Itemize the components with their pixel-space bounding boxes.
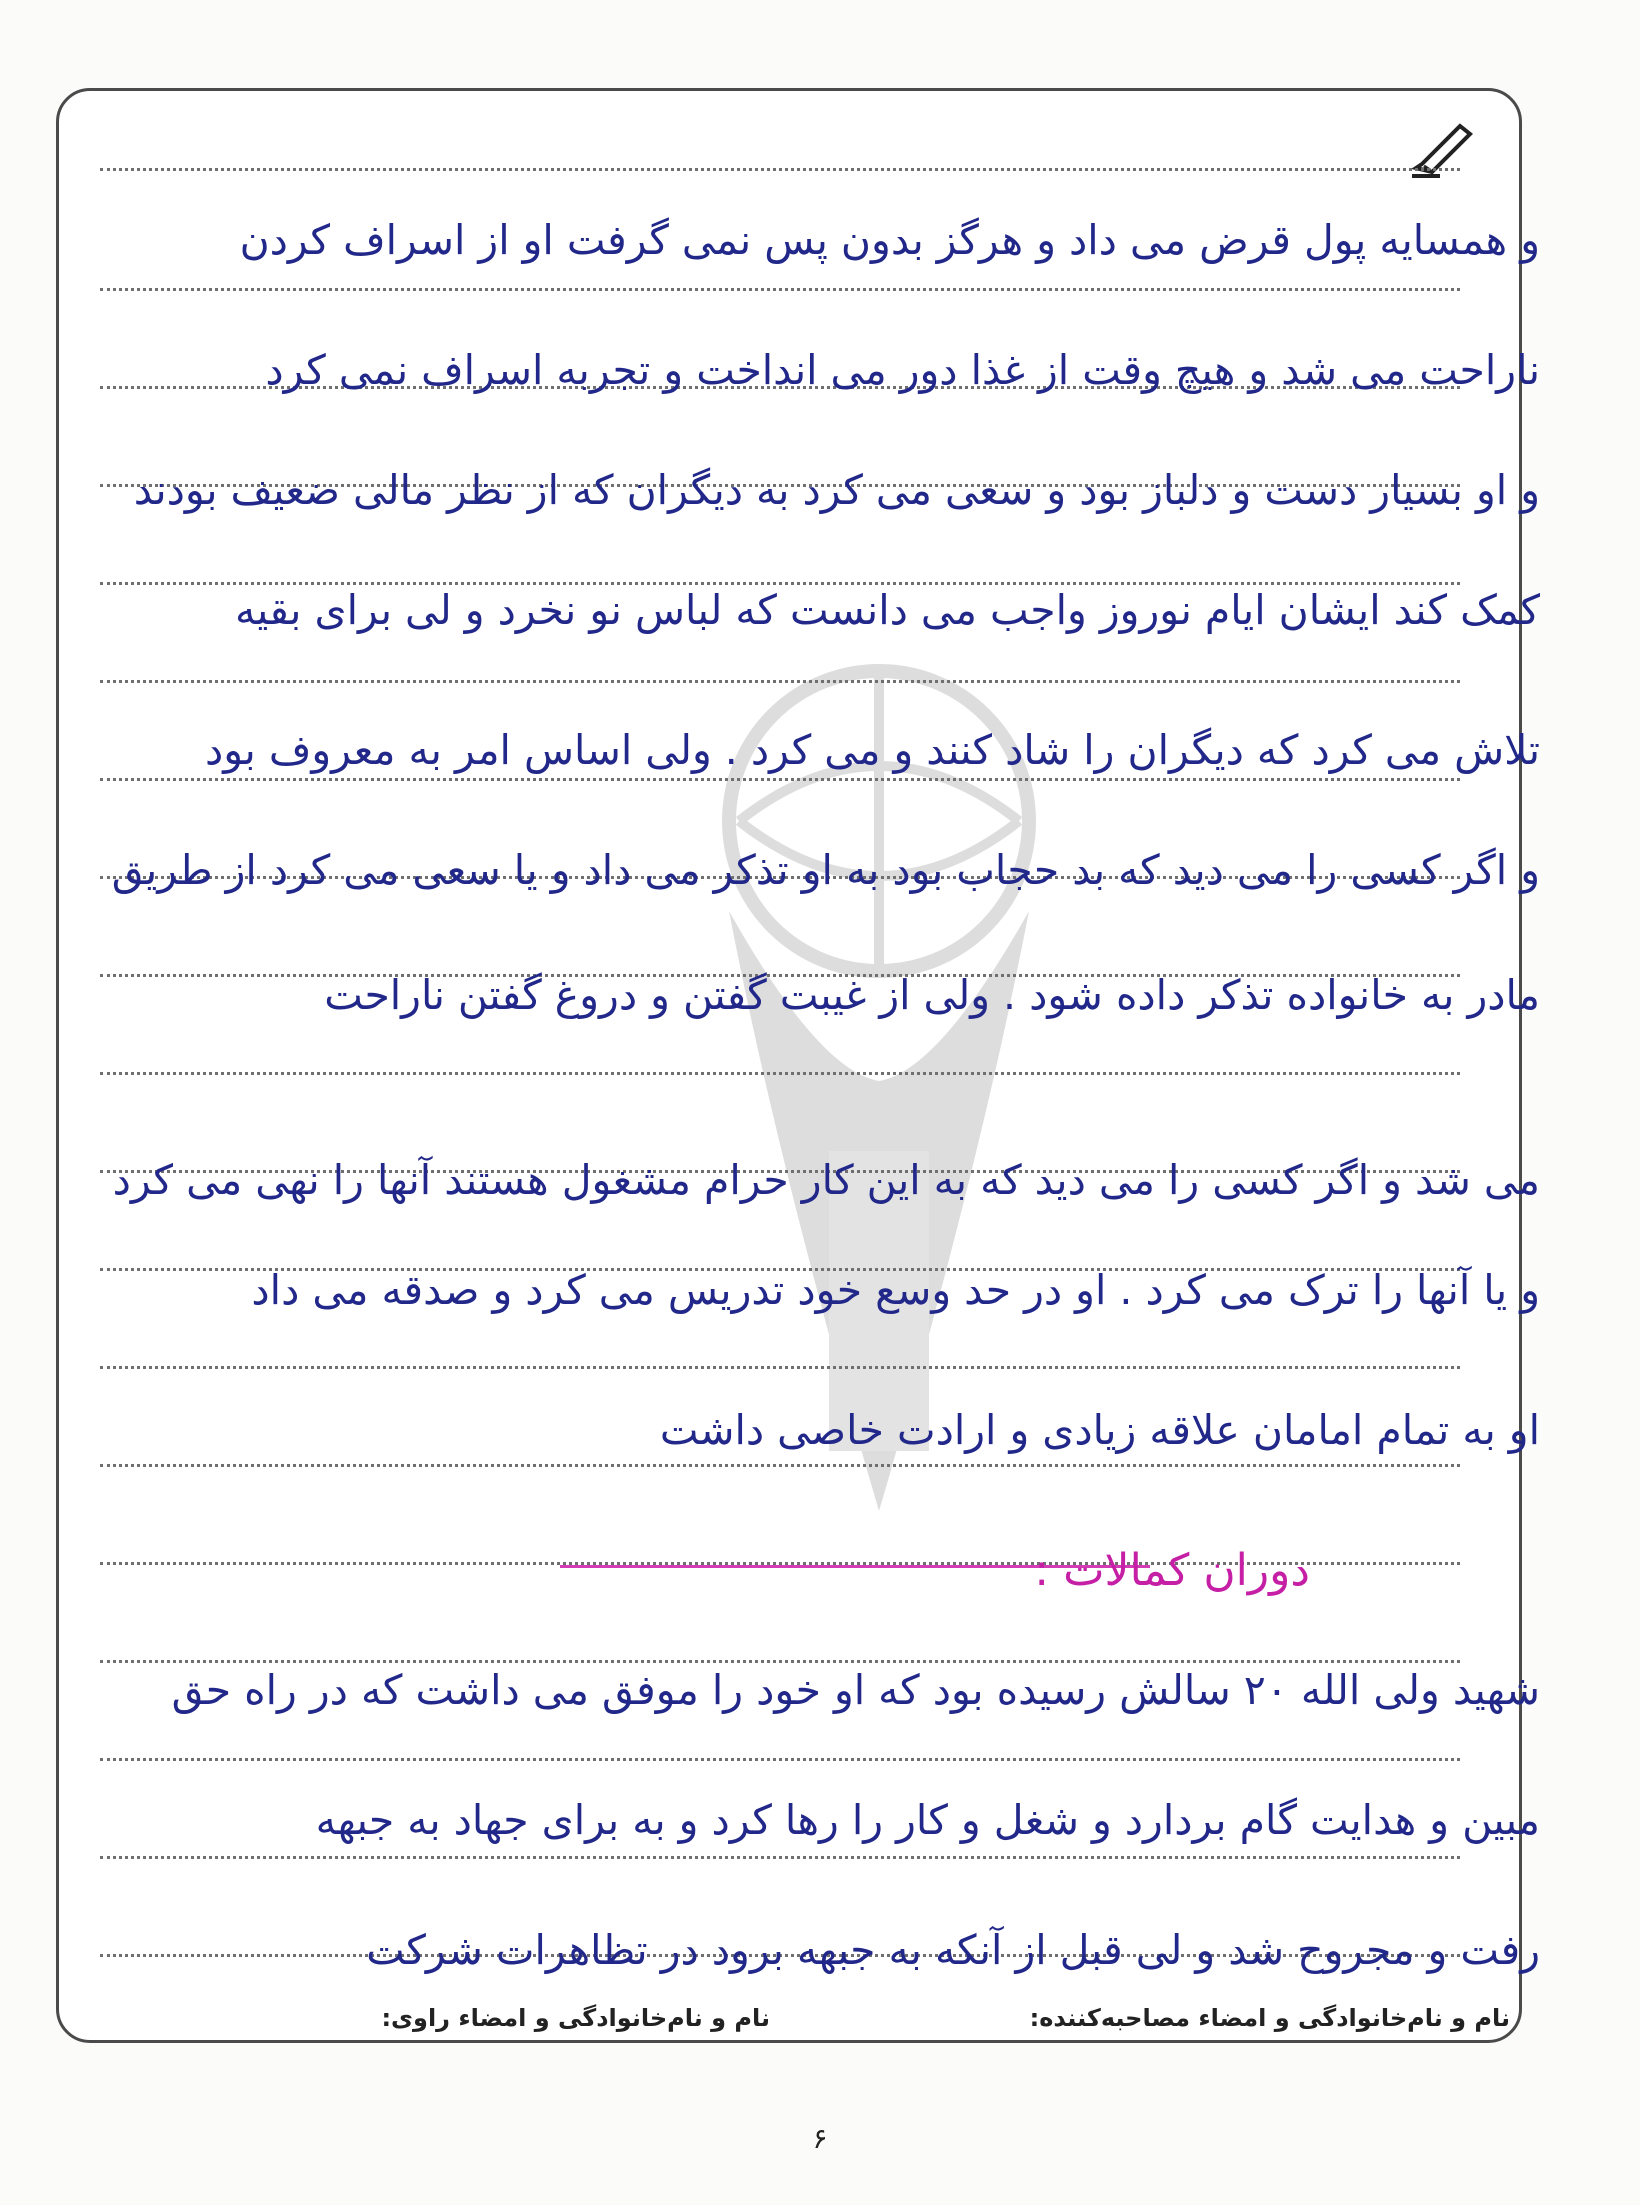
handwritten-line: مادر به خانواده تذکر داده شود . ولی از غیبت گفتن و دروغ گفتن ناراحت — [324, 971, 1540, 1019]
handwritten-line: و همسایه پول قرض می داد و هرگز بدون پس نمی گرفت او از اسراف کردن — [239, 216, 1540, 264]
page-number: ۶ — [812, 2122, 828, 2155]
handwritten-line: و او بسیار دست و دلباز بود و سعی می کرد به دیگران که از نظر مالی ضعیف بودند — [133, 466, 1540, 514]
handwritten-line: مبین و هدایت گام بردارد و شغل و کار را رها کرد و به برای جهاد به جبهه — [315, 1796, 1540, 1844]
ruled-line — [100, 778, 1460, 781]
ruled-line — [100, 1072, 1460, 1075]
ruled-line — [100, 582, 1460, 585]
handwritten-line: او به تمام امامان علاقه زیادی و ارادت خاصی داشت — [659, 1406, 1540, 1454]
ruled-line — [100, 288, 1460, 291]
handwritten-line: کمک کند ایشان ایام نوروز واجب می دانست که لباس نو نخرد و لی برای بقیه — [234, 586, 1540, 634]
handwritten-line: و اگر کسی را می دید که بد حجاب بود به او تذکر می داد و یا سعی می کرد از طریق — [111, 846, 1540, 894]
handwritten-line: شهید ولی الله ۲۰ سالش رسیده بود که او خود را موفق می داشت که در راه حق — [171, 1666, 1540, 1714]
ruled-line — [100, 1758, 1460, 1761]
ruled-line — [100, 1464, 1460, 1467]
ruled-line — [100, 1366, 1460, 1369]
ruled-line — [100, 1660, 1460, 1663]
ruled-line — [100, 680, 1460, 683]
handwritten-line: رفت و مجروح شد و لی قبل از آنکه به جبهه برود در تظاهرات شرکت — [366, 1926, 1540, 1974]
handwritten-line: می شد و اگر کسی را می دید که به این کار حرام مشغول هستند آنها را نهی می کرد — [112, 1156, 1540, 1204]
narrator-signature-label: نام و نام‌خانوادگی و امضاء راوی: — [381, 2004, 770, 2032]
ruled-line — [100, 168, 1460, 171]
handwritten-line: تلاش می کرد که دیگران را شاد کنند و می کرد . ولی اساس امر به معروف بود — [204, 726, 1540, 774]
handwritten-line: و یا آنها را ترک می کرد . او در حد وسع خود تدریس می کرد و صدقه می داد — [251, 1266, 1540, 1314]
section-heading: دوران کمالات : — [1034, 1545, 1310, 1596]
interviewer-signature-label: نام و نام‌خانوادگی و امضاء مصاحبه‌کننده: — [1029, 2004, 1510, 2032]
ruled-line — [100, 1856, 1460, 1859]
handwritten-line: ناراحت می شد و هیچ وقت از غذا دور می انداخت و تجربه اسراف نمی کرد — [265, 346, 1540, 394]
